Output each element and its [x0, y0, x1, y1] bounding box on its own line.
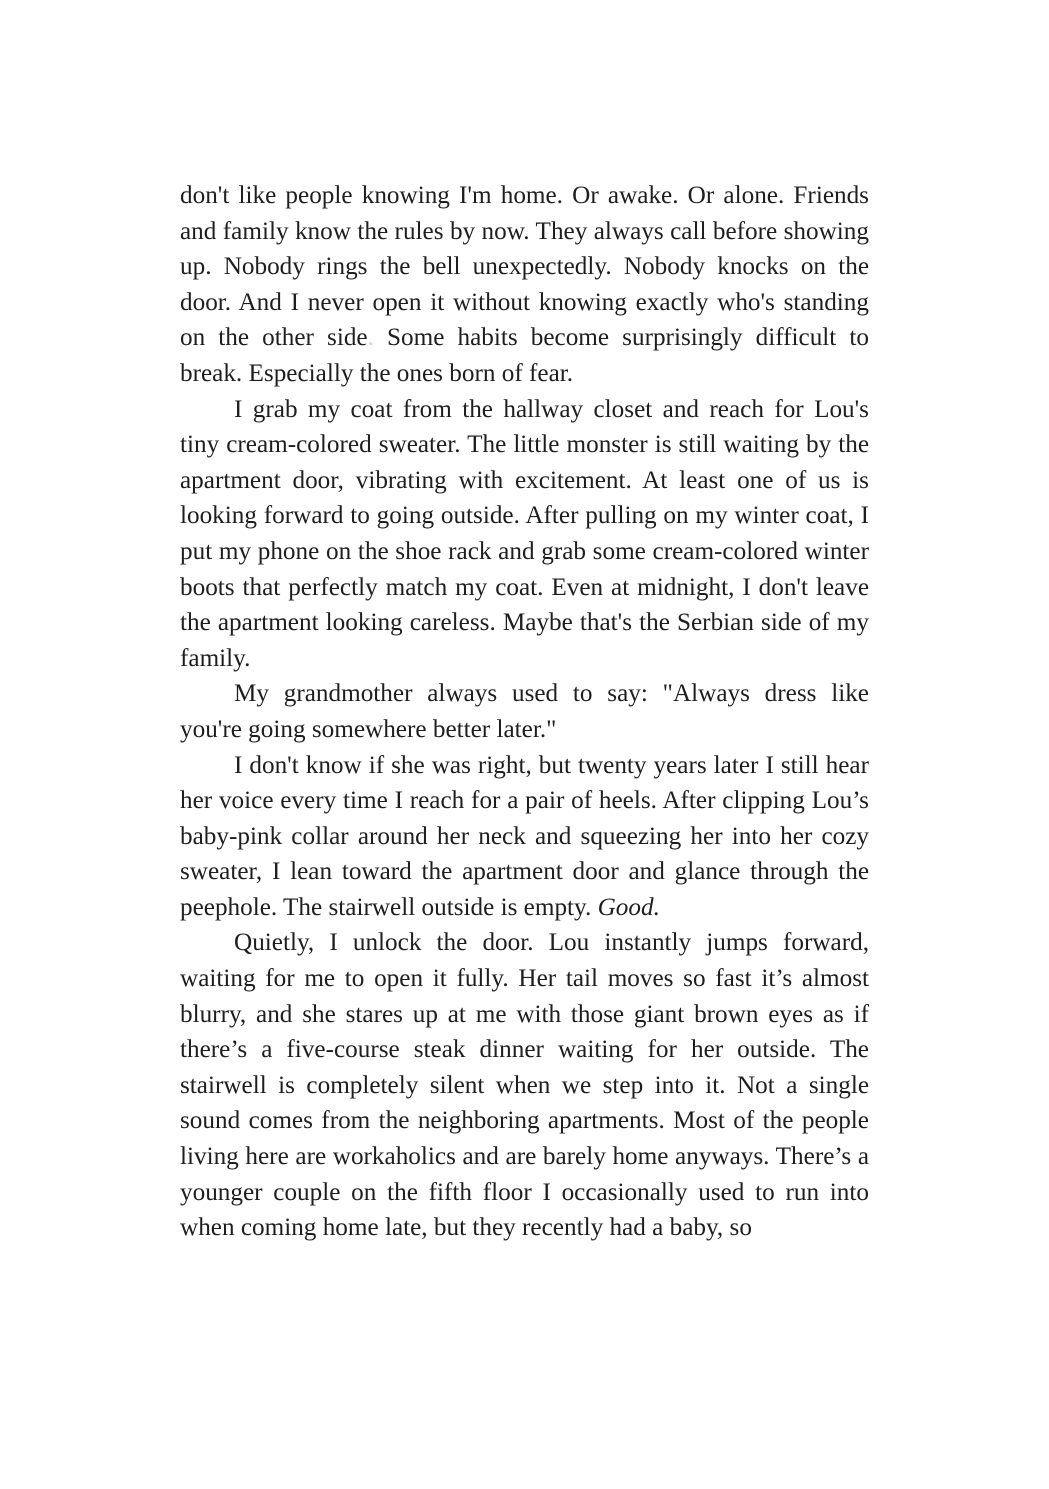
paragraph-3: [180, 676, 869, 747]
paragraph-4: [180, 748, 869, 926]
paragraph-1-faint-period: .: [367, 324, 374, 352]
book-page-body: [180, 178, 869, 1246]
paragraph-2-text: I grab my coat from the hallway closet and reach for Lou's tiny cream-colored sweater. The little monster is still waiting by the apartment door, vibrating with excitement. At least one of us is looking forward to going outside. After pulling on my winter coat, I put my phone on the shoe rack and grab some cream-colored winter boots that perfectly match my coat. Even at midnight, I don't leave the apartment looking careless. Maybe that's the Serbian side of my family.: [180, 395, 869, 672]
paragraph-1: [180, 178, 869, 392]
paragraph-1-text-a: don't like people knowing I'm home. Or awake. Or alone. Friends and family know the rules by now. They always call before showing up. Nobody rings the bell unexpectedly. Nobody knocks on the door. And I never open it without knowing exactly who's standing on the other side: [180, 182, 869, 352]
paragraph-1-text-b: Some habits become surprisingly difficult to break. Especially the ones born of fear.: [180, 324, 869, 387]
paragraph-5-text: Quietly, I unlock the door. Lou instantly jumps forward, waiting for me to open it fully. Her tail moves so fast it’s almost blurry, and she stares up at me with those giant brown eyes as if there’s a five-course steak dinner waiting for her outside. The stairwell is completely silent when we step into it. Not a single sound comes from the neighboring apartments. Most of the people living here are workaholics and are barely home anyways. There’s a younger couple on the fifth floor I occasionally used to run into when coming home late, but they recently had a baby, so: [180, 929, 869, 1242]
paragraph-2: [180, 392, 869, 677]
paragraph-4-text: I don't know if she was right, but twenty years later I still hear her voice every time I reach for a pair of heels. After clipping Lou’s baby-pink collar around her neck and squeezing her into her cozy sweater, I lean toward the apartment door and glance through the peephole. The stairwell outside is empty.: [180, 751, 869, 921]
paragraph-4-italic-good: Good.: [597, 893, 660, 921]
paragraph-3-text: My grandmother always used to say: "Always dress like you're going somewhere better later.": [180, 680, 869, 743]
paragraph-5: [180, 925, 869, 1245]
